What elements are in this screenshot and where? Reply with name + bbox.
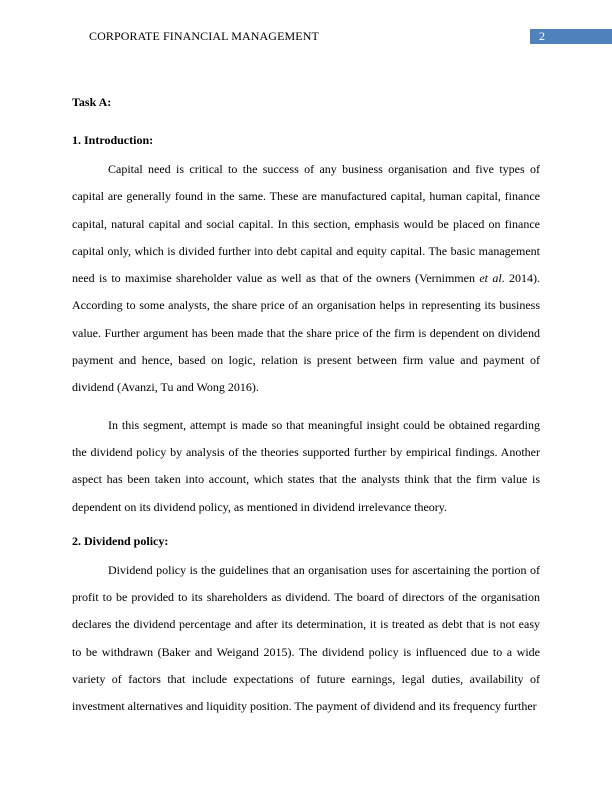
running-header-title: CORPORATE FINANCIAL MANAGEMENT — [89, 29, 319, 43]
paragraph-dividend-policy-1: Dividend policy is the guidelines that an organisation uses for ascertaining the portion of profit to be provided to its shareholders as dividend. The board of directors of the organisation declares the dividend percentage and after its determination, it is treated as debt that is not easy to be withdrawn (Baker and Weigand 2015). The dividend policy is influenced due to a wide variety of factors that include expectations of future earnings, legal duties, availability of investment alternatives and liquidity position. The payment of dividend and its frequency further — [72, 562, 540, 714]
task-heading: Task A: — [72, 95, 112, 109]
text-run: . 2014). According to some analysts, the share price of an organisation helps in representing its business value. Further argument has been made that the share price of the firm is dependent on dividend payment and hence, based on logic, relation is present between firm value and payment of dividend (Avanzi, Tu and Wong 2016). — [72, 271, 540, 395]
section-heading-introduction: 1. Introduction: — [72, 133, 154, 147]
paragraph-introduction-2: In this segment, attempt is made so that meaningful insight could be obtained regarding the dividend policy by analysis of the theories supported further by empirical findings. Another aspect has been taken into account, which states that the analysts think that the firm value is dependent on its dividend policy, as mentioned in dividend irrelevance theory. — [72, 417, 540, 514]
paragraph-introduction-1 — [72, 156, 540, 402]
section-heading-dividend-policy: 2. Dividend policy: — [72, 533, 169, 548]
page-number-badge: 2 — [530, 29, 612, 44]
document-body — [72, 92, 540, 721]
italic-text: et al — [479, 271, 502, 286]
text-run: Capital need is critical to the success of any business organisation and five types of capital are generally found in the same. These are manufactured capital, human capital, finance capital, natural capital and social capital. In this section, emphasis would be placed on finance capital only, which is divided further into debt capital and equity capital. The basic management need is to maximise shareholder value as well as that of the owners (Vernimmen — [72, 162, 540, 286]
